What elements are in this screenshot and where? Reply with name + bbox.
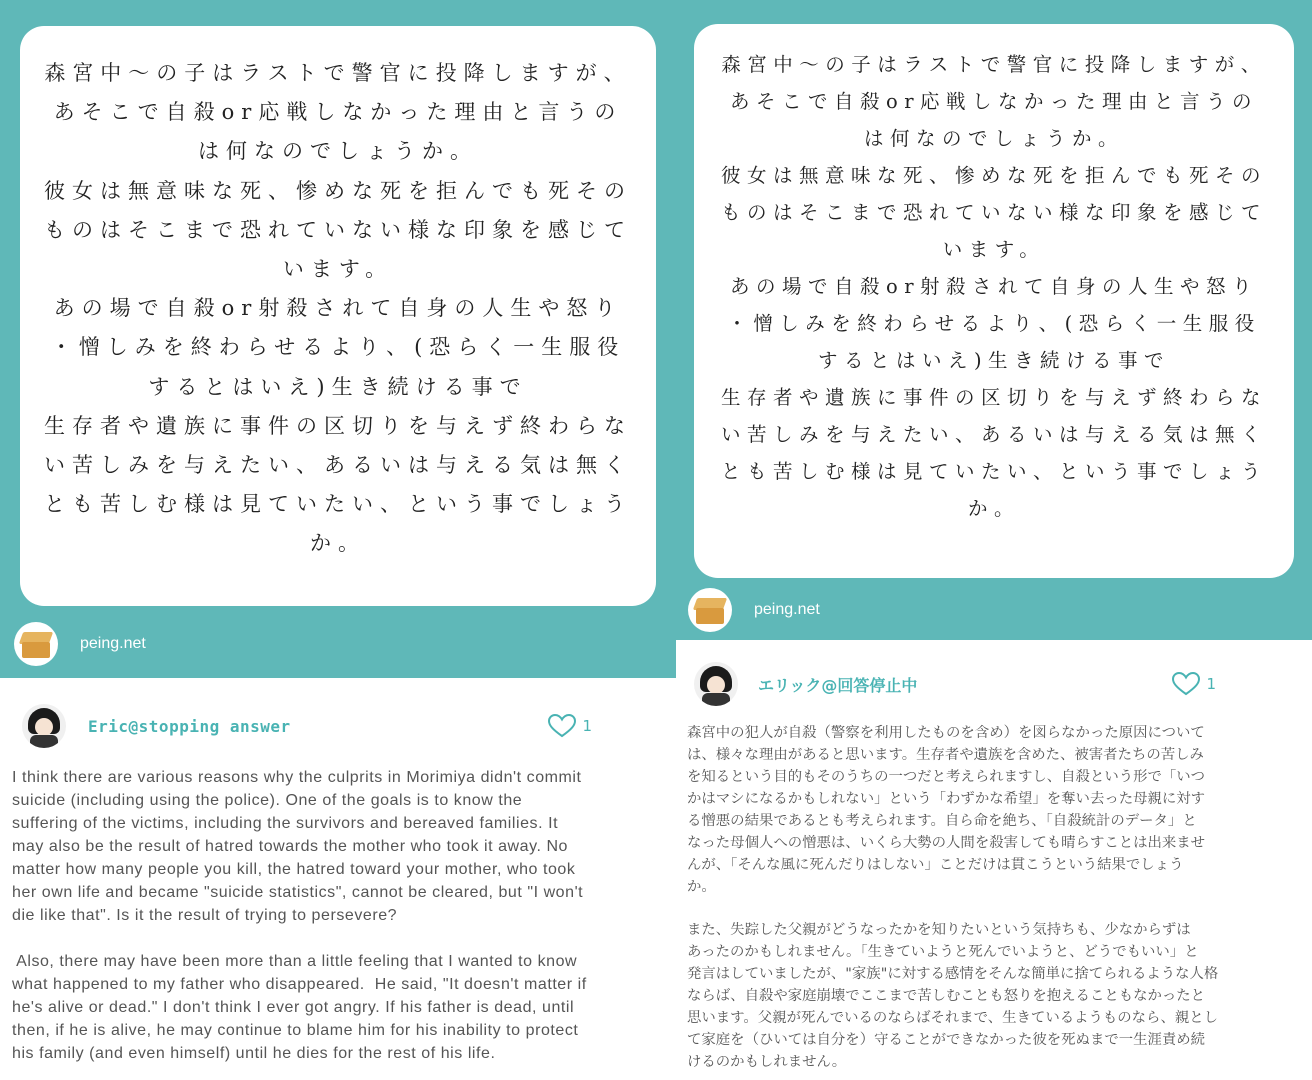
question-line: あの場で自殺or射殺されて自身の人生や怒り: [729, 275, 1259, 298]
username[interactable]: エリック@回答停止中: [758, 675, 918, 695]
question-line: い苦しみを与えたい、あるいは与える気は無く: [720, 423, 1267, 446]
answer-line: は、様々な理由があると思います。生存者や遺族を含めた、被害者たちの苦しみ: [687, 747, 1204, 763]
answer-line: て家庭を（ひいては自分を）守ることができなかった彼を死ぬまで一生涯責め続: [687, 1032, 1206, 1048]
panel-japanese: [676, 0, 1312, 1080]
like-count: 1: [582, 717, 592, 735]
answer-line: 思います。父親が死んでいるのならばそれまで、生きているようものなら、親とし: [687, 1010, 1219, 1026]
question-line: 生存者や遺族に事件の区切りを与えず終わらな: [44, 413, 632, 438]
answer-line: die like that". Is it the result of trying to persevere?: [12, 907, 398, 924]
question-card: [20, 26, 656, 606]
question-line: 森宮中〜の子はラストで警官に投降しますが、: [44, 61, 632, 85]
question-line: あそこで自殺or応戦しなかった理由と言うの: [729, 90, 1259, 113]
answer-line: 発言はしていましたが、"家族"に対する感情をそんな簡単に捨てられるような人格: [687, 966, 1219, 982]
question-line: ものはそこまで恐れていない様な印象を感じて: [44, 217, 632, 242]
question-line: 森宮中〜の子はラストで警官に投降しますが、: [721, 53, 1267, 76]
like-button[interactable]: [1172, 672, 1216, 696]
brand-label: peing.net: [754, 601, 820, 618]
answer-text: [687, 722, 1299, 1073]
answer-line: matter how many people you kill, the hatred toward your mother, who took: [12, 861, 576, 878]
answer-line: けるのかもしれません。: [687, 1054, 847, 1070]
question-line: ・憎しみを終わらせるより、(恐らく一生服役: [727, 312, 1261, 335]
question-line: か。: [967, 497, 1020, 520]
answer-line: his family (and even himself) until he dies for the rest of his life.: [12, 1045, 496, 1062]
question-card: [694, 24, 1294, 578]
answer-line: then, if he is alive, he may continue to blame him for his inability to protect: [12, 1022, 579, 1039]
answer-header: [694, 662, 1294, 706]
question-line: するとはいえ)生き続ける事で: [148, 374, 528, 399]
question-line: は何なのでしょうか。: [863, 127, 1124, 150]
question-line: とも苦しむ様は見ていたい、という事でしょう: [720, 460, 1267, 483]
answer-header: [22, 704, 662, 748]
answer-line: あったのかもしれません。「生きていようと死んでいようと、どうでもいい」と: [687, 944, 1199, 960]
answer-line: を知るという目的もそのうちの一つだと考えられますし、自殺という形で「いつ: [687, 769, 1206, 785]
avatar-icon[interactable]: [22, 704, 66, 748]
brand[interactable]: [14, 622, 146, 666]
answer-line: か。: [687, 879, 716, 895]
box-icon: [688, 588, 732, 632]
heart-icon: [548, 714, 576, 738]
heart-icon: [1172, 672, 1200, 696]
answer-line: I think there are various reasons why the culprits in Morimiya didn't commit: [12, 769, 582, 786]
question-line: ものはそこまで恐れていない様な印象を感じて: [720, 201, 1267, 224]
answer-line: なった母個人への憎悪は、いくら大勢の人間を殺害しても晴らすことは出来ませ: [687, 835, 1206, 851]
box-icon: [14, 622, 58, 666]
answer-line: る憎悪の結果であるとも考えられます。自ら命を絶ち、「自殺統計のデータ」と: [687, 813, 1197, 829]
answer-text: [12, 766, 662, 1065]
username[interactable]: Eric@stopping answer: [88, 716, 291, 736]
like-button[interactable]: [548, 714, 592, 738]
question-line: います。: [942, 238, 1046, 261]
answer-line: ならば、自殺や家庭崩壊でここまで苦しむことも怒りを抱えることもなかったと: [687, 988, 1206, 1004]
question-line: は何なのでしょうか。: [198, 139, 478, 164]
question-line: います。: [282, 257, 394, 282]
question-line: あの場で自殺or射殺されて自身の人生や怒り: [53, 296, 623, 321]
answer-line: suffering of the victims, including the survivors and bereaved families. It: [12, 815, 559, 832]
answer-line: he's alive or dead." I don't think I ever got angry. If his father is dead, until: [12, 999, 575, 1016]
question-line: とも苦しむ様は見ていたい、という事でしょう: [44, 492, 632, 517]
question-line: 生存者や遺族に事件の区切りを与えず終わらな: [720, 386, 1267, 409]
answer-line: Also, there may have been more than a little feeling that I wanted to know: [12, 953, 578, 970]
brand[interactable]: [688, 588, 820, 632]
question-line: ・憎しみを終わらせるより、(恐らく一生服役: [50, 335, 626, 360]
question-line: あそこで自殺or応戦しなかった理由と言うの: [53, 100, 623, 125]
answer-line: her own life and became "suicide statistics", cannot be cleared, but "I won't: [12, 884, 584, 901]
answer-line: また、失踪した父親がどうなったかを知りたいという気持ちも、少なからずは: [687, 922, 1191, 938]
question-line: するとはいえ)生き続ける事で: [817, 349, 1171, 372]
answer-line: 森宮中の犯人が自殺（警察を利用したものを含め）を図らなかった原因について: [687, 725, 1205, 741]
avatar-icon[interactable]: [694, 662, 738, 706]
question-line: い苦しみを与えたい、あるいは与える気は無く: [44, 453, 632, 478]
answer-line: may also be the result of hatred towards the mother who took it away. No: [12, 838, 569, 855]
answer-line: suicide (including using the police). One of the goals is to know the: [12, 792, 523, 809]
question-line: 彼女は無意味な死、惨めな死を拒んでも死その: [44, 178, 632, 203]
question-line: か。: [310, 531, 366, 556]
answer-line: んが、「そんな風に死んだりはしない」ことだけは貫こうという結果でしょう: [687, 857, 1184, 873]
question-line: 彼女は無意味な死、惨めな死を拒んでも死その: [720, 164, 1267, 187]
brand-label: peing.net: [80, 635, 146, 652]
answer-line: what happened to my father who disappeared. He said, "It doesn't matter if: [12, 976, 587, 993]
answer-line: かはマシになるかもしれない」という「わずかな希望」を奪い去った母親に対す: [687, 791, 1206, 807]
like-count: 1: [1206, 675, 1216, 693]
